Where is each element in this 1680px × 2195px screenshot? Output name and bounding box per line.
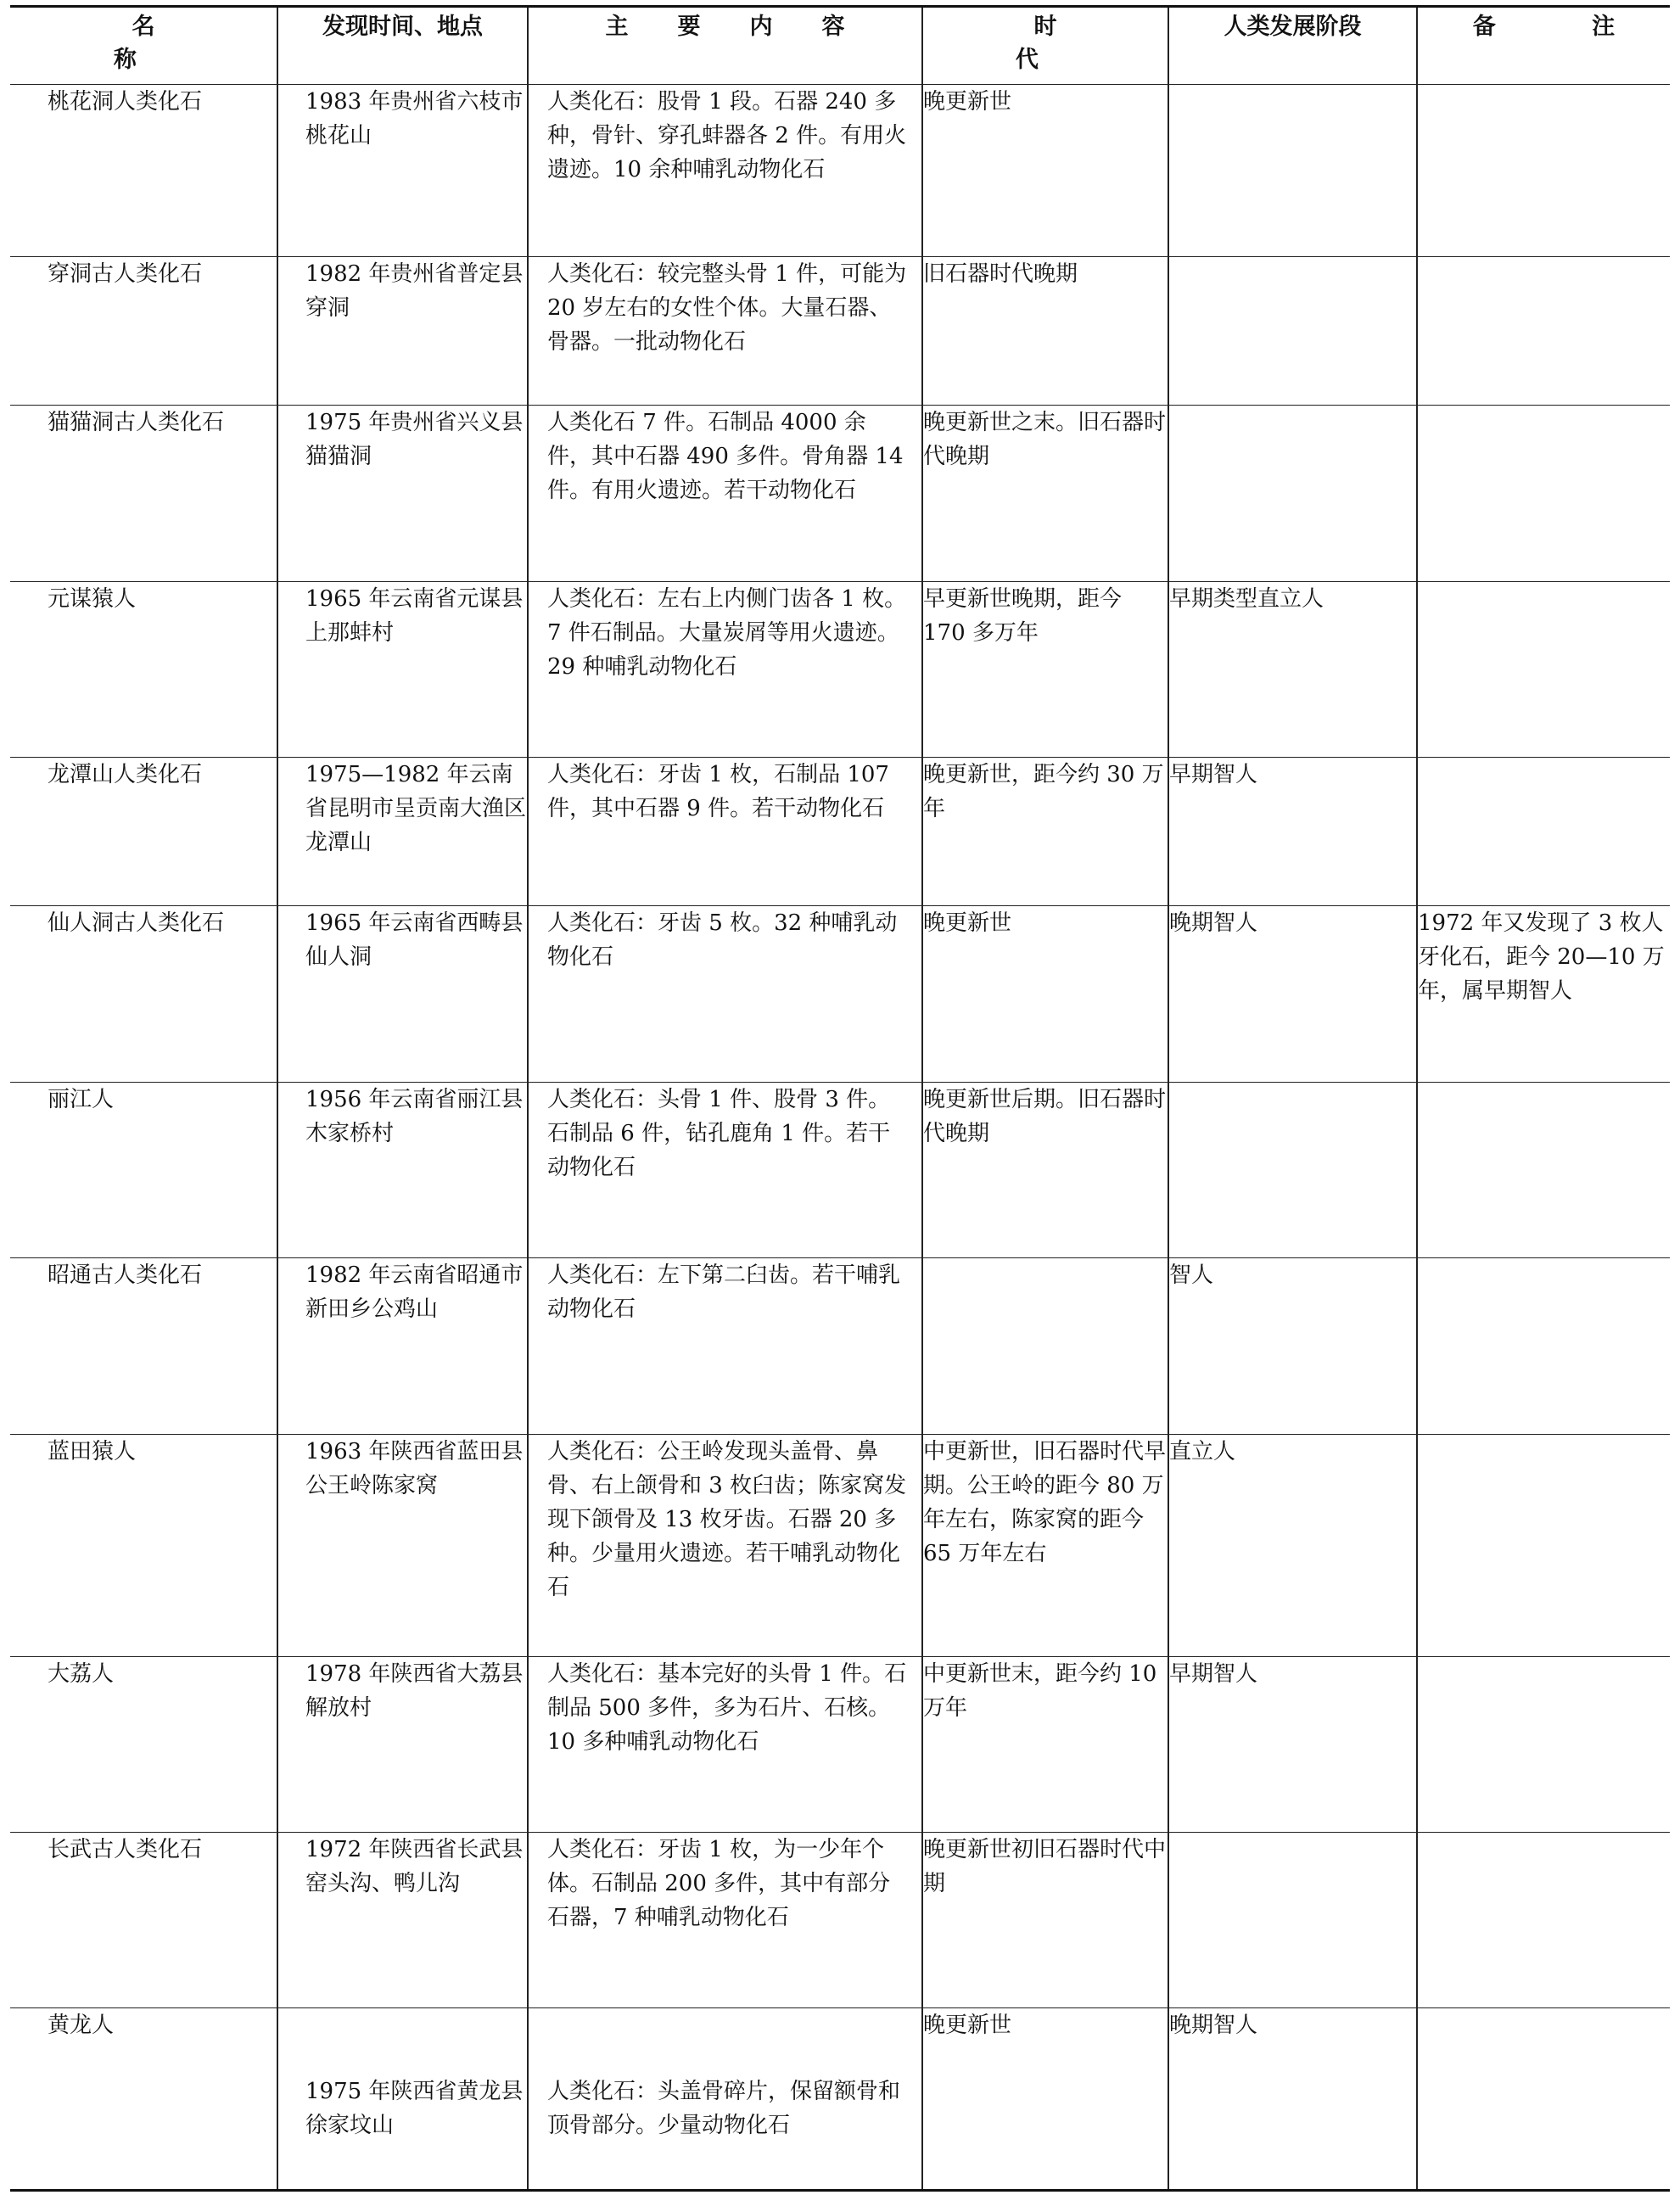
cell-note [1417,1083,1670,1258]
cell-name: 长武古人类化石 [10,1833,277,2008]
cell-found: 1978 年陕西省大荔县解放村 [277,1657,528,1833]
cell-stage [1168,1083,1417,1258]
cell-content: 人类化石 7 件。石制品 4000 余件，其中石器 490 多件。骨角器 14 件。有用火遗迹。若干动物化石 [528,406,922,582]
table-row [10,582,1670,758]
header-note: 备 注 [1417,7,1670,85]
header-found: 发现时间、地点 [277,7,528,85]
cell-note [1417,758,1670,906]
cell-note [1417,406,1670,582]
table-row [10,906,1670,1083]
cell-note [1417,1833,1670,2008]
cell-content: 人类化石：较完整头骨 1 件，可能为 20 岁左右的女性个体。大量石器、骨器。一批动物化石 [528,257,922,406]
cell-era: 晚更新世 [922,2008,1168,2191]
cell-name: 丽江人 [10,1083,277,1258]
cell-stage [1168,85,1417,257]
cell-found: 1982 年贵州省普定县穿洞 [277,257,528,406]
cell-content: 人类化石：左下第二臼齿。若干哺乳动物化石 [528,1258,922,1435]
cell-found: 1975 年陕西省黄龙县徐家坟山 [277,2008,528,2191]
cell-content: 人类化石：基本完好的头骨 1 件。石制品 500 多件，多为石片、石核。10 多种哺乳动物化石 [528,1657,922,1833]
cell-era: 晚更新世后期。旧石器时代晚期 [922,1083,1168,1258]
cell-found: 1975—1982 年云南省昆明市呈贡南大渔区龙潭山 [277,758,528,906]
cell-era: 晚更新世，距今约 30 万年 [922,758,1168,906]
cell-era [922,1258,1168,1435]
cell-found: 1983 年贵州省六枝市桃花山 [277,85,528,257]
cell-found: 1965 年云南省元谋县上那蚌村 [277,582,528,758]
cell-note [1417,1258,1670,1435]
cell-found: 1963 年陕西省蓝田县公王岭陈家窝 [277,1435,528,1657]
cell-note [1417,257,1670,406]
cell-note [1417,2008,1670,2191]
header-stage: 人类发展阶段 [1168,7,1417,85]
cell-era: 中更新世末，距今约 10 万年 [922,1657,1168,1833]
cell-name: 穿洞古人类化石 [10,257,277,406]
table-row [10,257,1670,406]
cell-stage: 晚期智人 [1168,906,1417,1083]
cell-stage: 晚期智人 [1168,2008,1417,2191]
header-era: 时 代 [922,7,1168,85]
cell-found: 1975 年贵州省兴义县猫猫洞 [277,406,528,582]
table-row [10,1258,1670,1435]
cell-era: 旧石器时代晚期 [922,257,1168,406]
cell-content: 人类化石：牙齿 5 枚。32 种哺乳动物化石 [528,906,922,1083]
cell-content: 人类化石：牙齿 1 枚，为一少年个体。石制品 200 多件，其中有部分石器，7 种哺乳动物化石 [528,1833,922,2008]
cell-note [1417,582,1670,758]
cell-era: 晚更新世 [922,85,1168,257]
table-row [10,1833,1670,2008]
cell-era: 早更新世晚期，距今 170 多万年 [922,582,1168,758]
table-row [10,1083,1670,1258]
cell-found: 1972 年陕西省长武县窑头沟、鸭儿沟 [277,1833,528,2008]
cell-name: 桃花洞人类化石 [10,85,277,257]
cell-name: 元谋猿人 [10,582,277,758]
cell-found: 1956 年云南省丽江县木家桥村 [277,1083,528,1258]
table-row [10,2008,1670,2191]
cell-stage [1168,257,1417,406]
cell-stage [1168,1833,1417,2008]
cell-era: 晚更新世初旧石器时代中期 [922,1833,1168,2008]
cell-era: 中更新世，旧石器时代早期。公王岭的距今 80 万年左右，陈家窝的距今 65 万年左右 [922,1435,1168,1657]
table-row [10,1435,1670,1657]
cell-content: 人类化石：左右上内侧门齿各 1 枚。7 件石制品。大量炭屑等用火遗迹。29 种哺乳动物化石 [528,582,922,758]
cell-name: 昭通古人类化石 [10,1258,277,1435]
cell-found: 1965 年云南省西畴县仙人洞 [277,906,528,1083]
cell-content: 人类化石：头骨 1 件、股骨 3 件。石制品 6 件，钻孔鹿角 1 件。若干动物化石 [528,1083,922,1258]
table-row [10,406,1670,582]
cell-name: 黄龙人 [10,2008,277,2191]
cell-stage: 早期智人 [1168,758,1417,906]
cell-era: 晚更新世 [922,906,1168,1083]
cell-stage: 早期类型直立人 [1168,582,1417,758]
cell-name: 大荔人 [10,1657,277,1833]
cell-name: 仙人洞古人类化石 [10,906,277,1083]
cell-stage [1168,406,1417,582]
cell-stage: 直立人 [1168,1435,1417,1657]
cell-era: 晚更新世之末。旧石器时代晚期 [922,406,1168,582]
cell-stage: 早期智人 [1168,1657,1417,1833]
cell-content: 人类化石：股骨 1 段。石器 240 多种，骨针、穿孔蚌器各 2 件。有用火遗迹。10 余种哺乳动物化石 [528,85,922,257]
table-header-row [10,7,1670,85]
table-row [10,758,1670,906]
cell-stage: 智人 [1168,1258,1417,1435]
fossil-table [10,5,1670,2192]
cell-name: 蓝田猿人 [10,1435,277,1657]
cell-note: 1972 年又发现了 3 枚人牙化石，距今 20—10 万年，属早期智人 [1417,906,1670,1083]
cell-content: 人类化石：公王岭发现头盖骨、鼻骨、右上颌骨和 3 枚臼齿；陈家窝发现下颌骨及 13 枚牙齿。石器 20 多种。少量用火遗迹。若干哺乳动物化石 [528,1435,922,1657]
cell-note [1417,85,1670,257]
header-content: 主 要 内 容 [528,7,922,85]
table-row [10,85,1670,257]
cell-note [1417,1657,1670,1833]
cell-note [1417,1435,1670,1657]
table-row [10,1657,1670,1833]
cell-name: 猫猫洞古人类化石 [10,406,277,582]
cell-name: 龙潭山人类化石 [10,758,277,906]
cell-content: 人类化石：牙齿 1 枚，石制品 107 件，其中石器 9 件。若干动物化石 [528,758,922,906]
cell-content: 人类化石：头盖骨碎片，保留额骨和顶骨部分。少量动物化石 [528,2008,922,2191]
cell-found: 1982 年云南省昭通市新田乡公鸡山 [277,1258,528,1435]
header-name: 名 称 [10,7,277,85]
